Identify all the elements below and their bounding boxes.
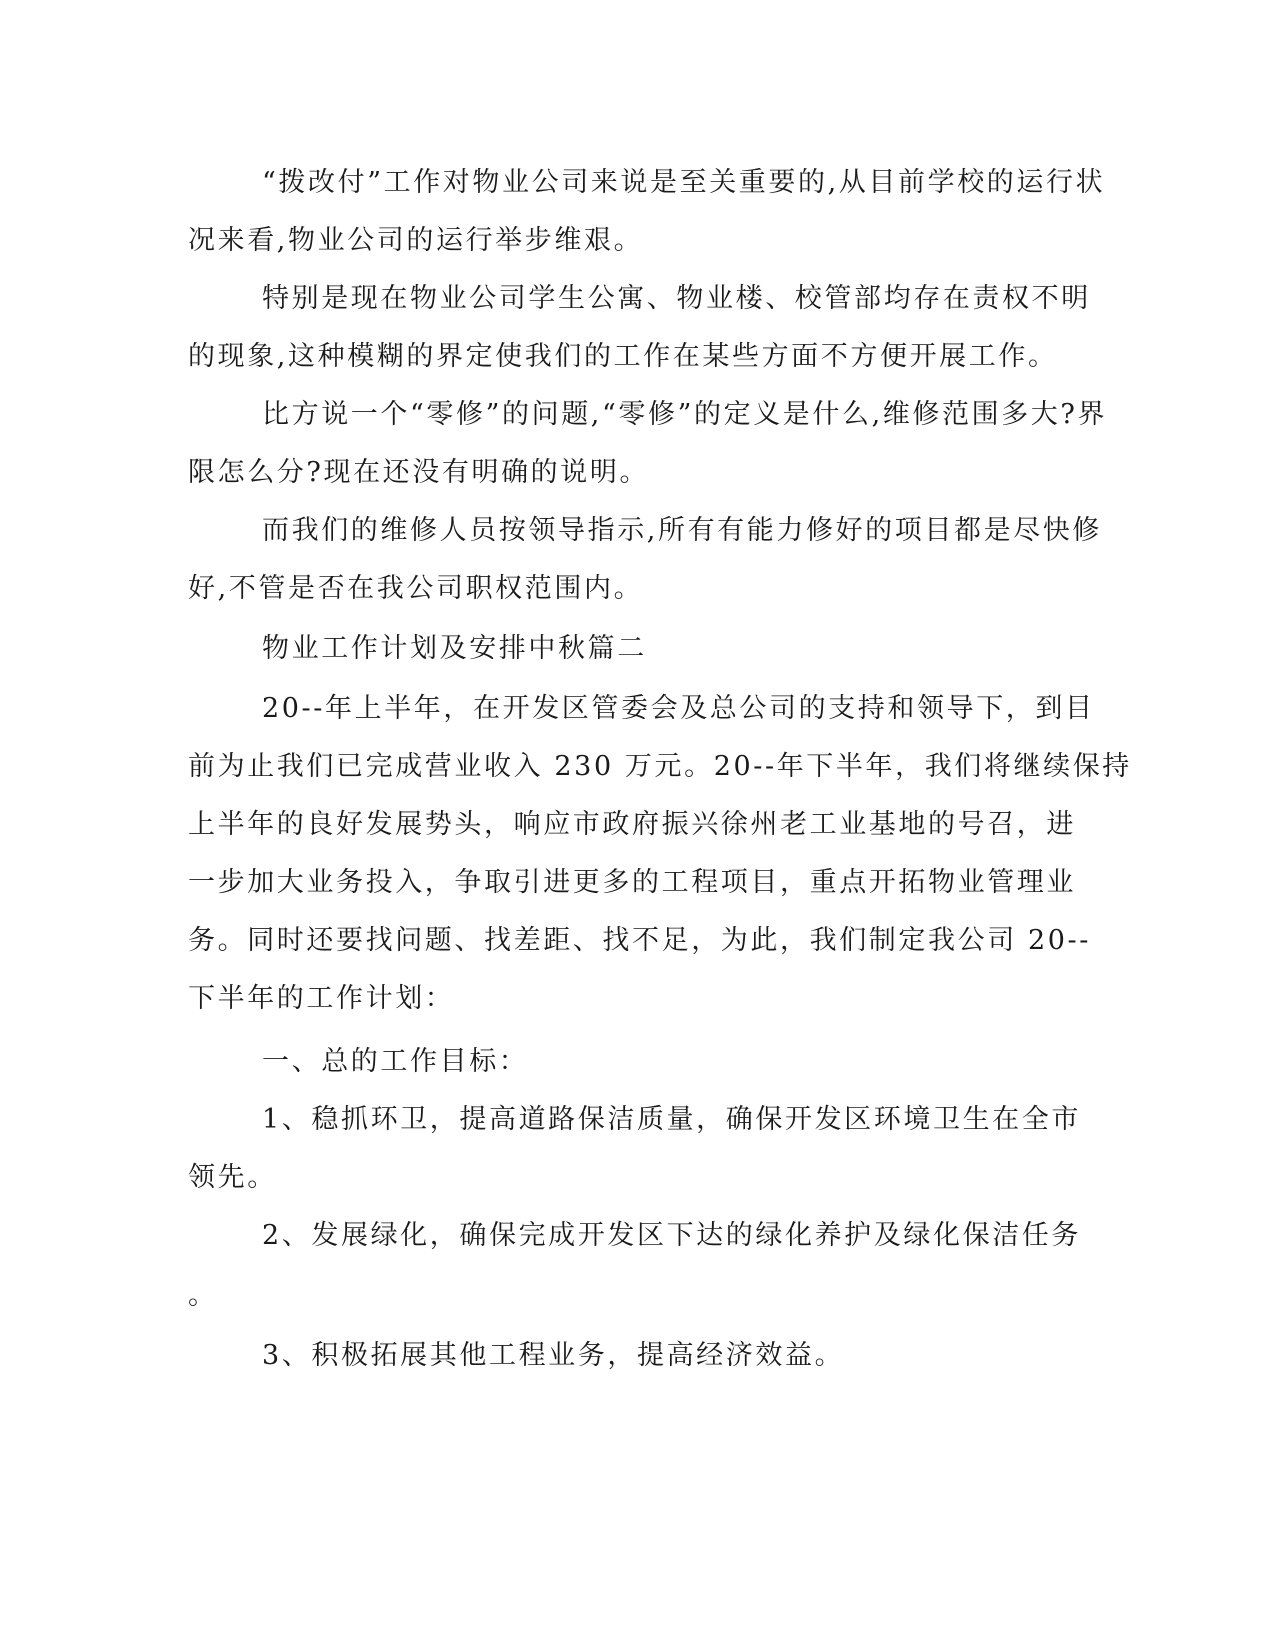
paragraph-5-line-1: 20--年上半年，在开发区管委会及总公司的支持和领导下，到目 [262,693,1095,724]
paragraph-2-line-1: 特别是现在物业公司学生公寓、物业楼、校管部均存在责权不明 [262,283,1091,314]
paragraph-1-line-1: “拨改付”工作对物业公司来说是至关重要的,从目前学校的运行状 [262,167,1106,198]
paragraph-5-line-3: 上半年的良好发展势头，响应市政府振兴徐州老工业基地的号召，进 [188,809,1076,840]
paragraph-4-line-2: 好,不管是否在我公司职权范围内。 [188,573,644,604]
paragraph-3-line-1: 比方说一个“零修”的问题,“零修”的定义是什么,维修范围多大?界 [262,399,1108,430]
paragraph-5-line-6: 下半年的工作计划： [188,983,455,1014]
paragraph-5-line-2: 前为止我们已完成营业收入 230 万元。20--年下半年，我们将继续保持 [188,751,1132,782]
goal-2-line-2: 。 [188,1280,218,1311]
paragraph-5-line-4: 一步加大业务投入，争取引进更多的工程项目，重点开拓物业管理业 [188,867,1076,898]
paragraph-3-line-2: 限怎么分?现在还没有明确的说明。 [188,457,650,488]
paragraph-1-line-2: 况来看,物业公司的运行举步维艰。 [188,225,644,256]
section-heading: 物业工作计划及安排中秋篇二 [262,633,647,664]
paragraph-5-line-5: 务。同时还要找问题、找差距、找不足，为此，我们制定我公司 20-- [188,925,1091,956]
paragraph-2-line-2: 的现象,这种模糊的界定使我们的工作在某些方面不方便开展工作。 [188,341,1058,372]
goal-3-line-1: 3、积极拓展其他工程业务，提高经济效益。 [262,1340,845,1371]
paragraph-4-line-1: 而我们的维修人员按领导指示,所有有能力修好的项目都是尽快修 [262,515,1102,546]
goal-2-line-1: 2、发展绿化，确保完成开发区下达的绿化养护及绿化保洁任务 [262,1220,1081,1251]
goal-1-line-2: 领先。 [188,1162,277,1193]
goal-1-line-1: 1、稳抓环卫，提高道路保洁质量，确保开发区环境卫生在全市 [262,1104,1081,1135]
goal-heading: 一、总的工作目标： [262,1046,529,1077]
